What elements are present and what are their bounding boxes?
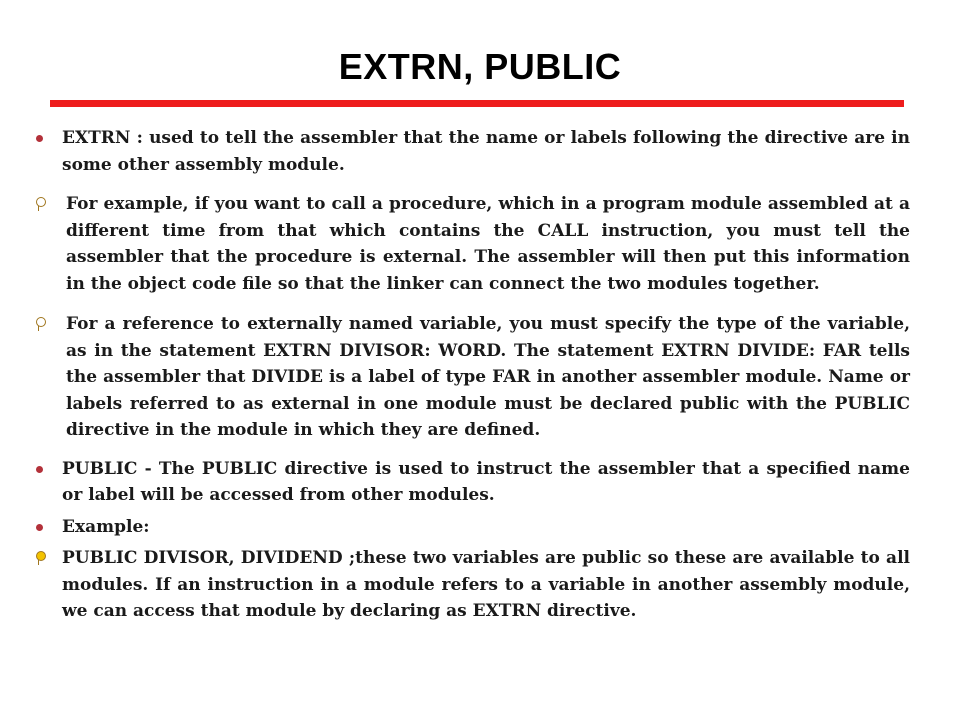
sub-bullet-item: [36, 311, 910, 444]
dot-bullet-icon: [36, 466, 43, 473]
bullet-text: PUBLIC - The PUBLIC directive is used to instruct the assembler that a specified name or label will be accessed from other modules.: [62, 458, 910, 505]
bullet-text: Example:: [62, 516, 150, 537]
bullet-item: [36, 456, 910, 509]
bullet-text: PUBLIC DIVISOR, DIVIDEND ;these two variables are public so these are available to all modules. If an instruction in a module refers to a variable in another assembly module, we can access that module by declaring as EXTRN directive.: [62, 548, 910, 621]
sub-bullet-item: [36, 191, 910, 297]
bullet-text: For example, if you want to call a procedure, which in a program module assembled at a different time from that which contains the CALL instruction, you must tell the assembler that the procedure is external. The assembler will then put this information in the object code file so that the linker can connect the two modules together.: [66, 194, 910, 294]
bullet-item: [36, 514, 910, 541]
slide-body: [36, 125, 910, 625]
bullet-item: [36, 125, 910, 178]
dot-bullet-icon: [36, 135, 43, 142]
filled-ring-bullet-icon: [36, 551, 46, 561]
bullet-item: [36, 545, 910, 625]
title-underline: [50, 100, 904, 107]
bullet-text: EXTRN : used to tell the assembler that the name or labels following the directive are in some other assembly module.: [62, 128, 910, 175]
bullet-text: For a reference to externally named variable, you must specify the type of the variable, as in the statement EXTRN DIVISOR: WORD. The statement EXTRN DIVIDE: FAR tells the assembler that DIVIDE is a label of type FAR in another assembler module. Name or labels referred to as external in one module must be declared public with the PUBLIC directive in the module in which they are defined.: [66, 314, 910, 440]
ring-bullet-icon: [36, 197, 46, 207]
ring-bullet-icon: [36, 317, 46, 327]
slide-title: EXTRN, PUBLIC: [338, 46, 622, 87]
dot-bullet-icon: [36, 524, 43, 531]
